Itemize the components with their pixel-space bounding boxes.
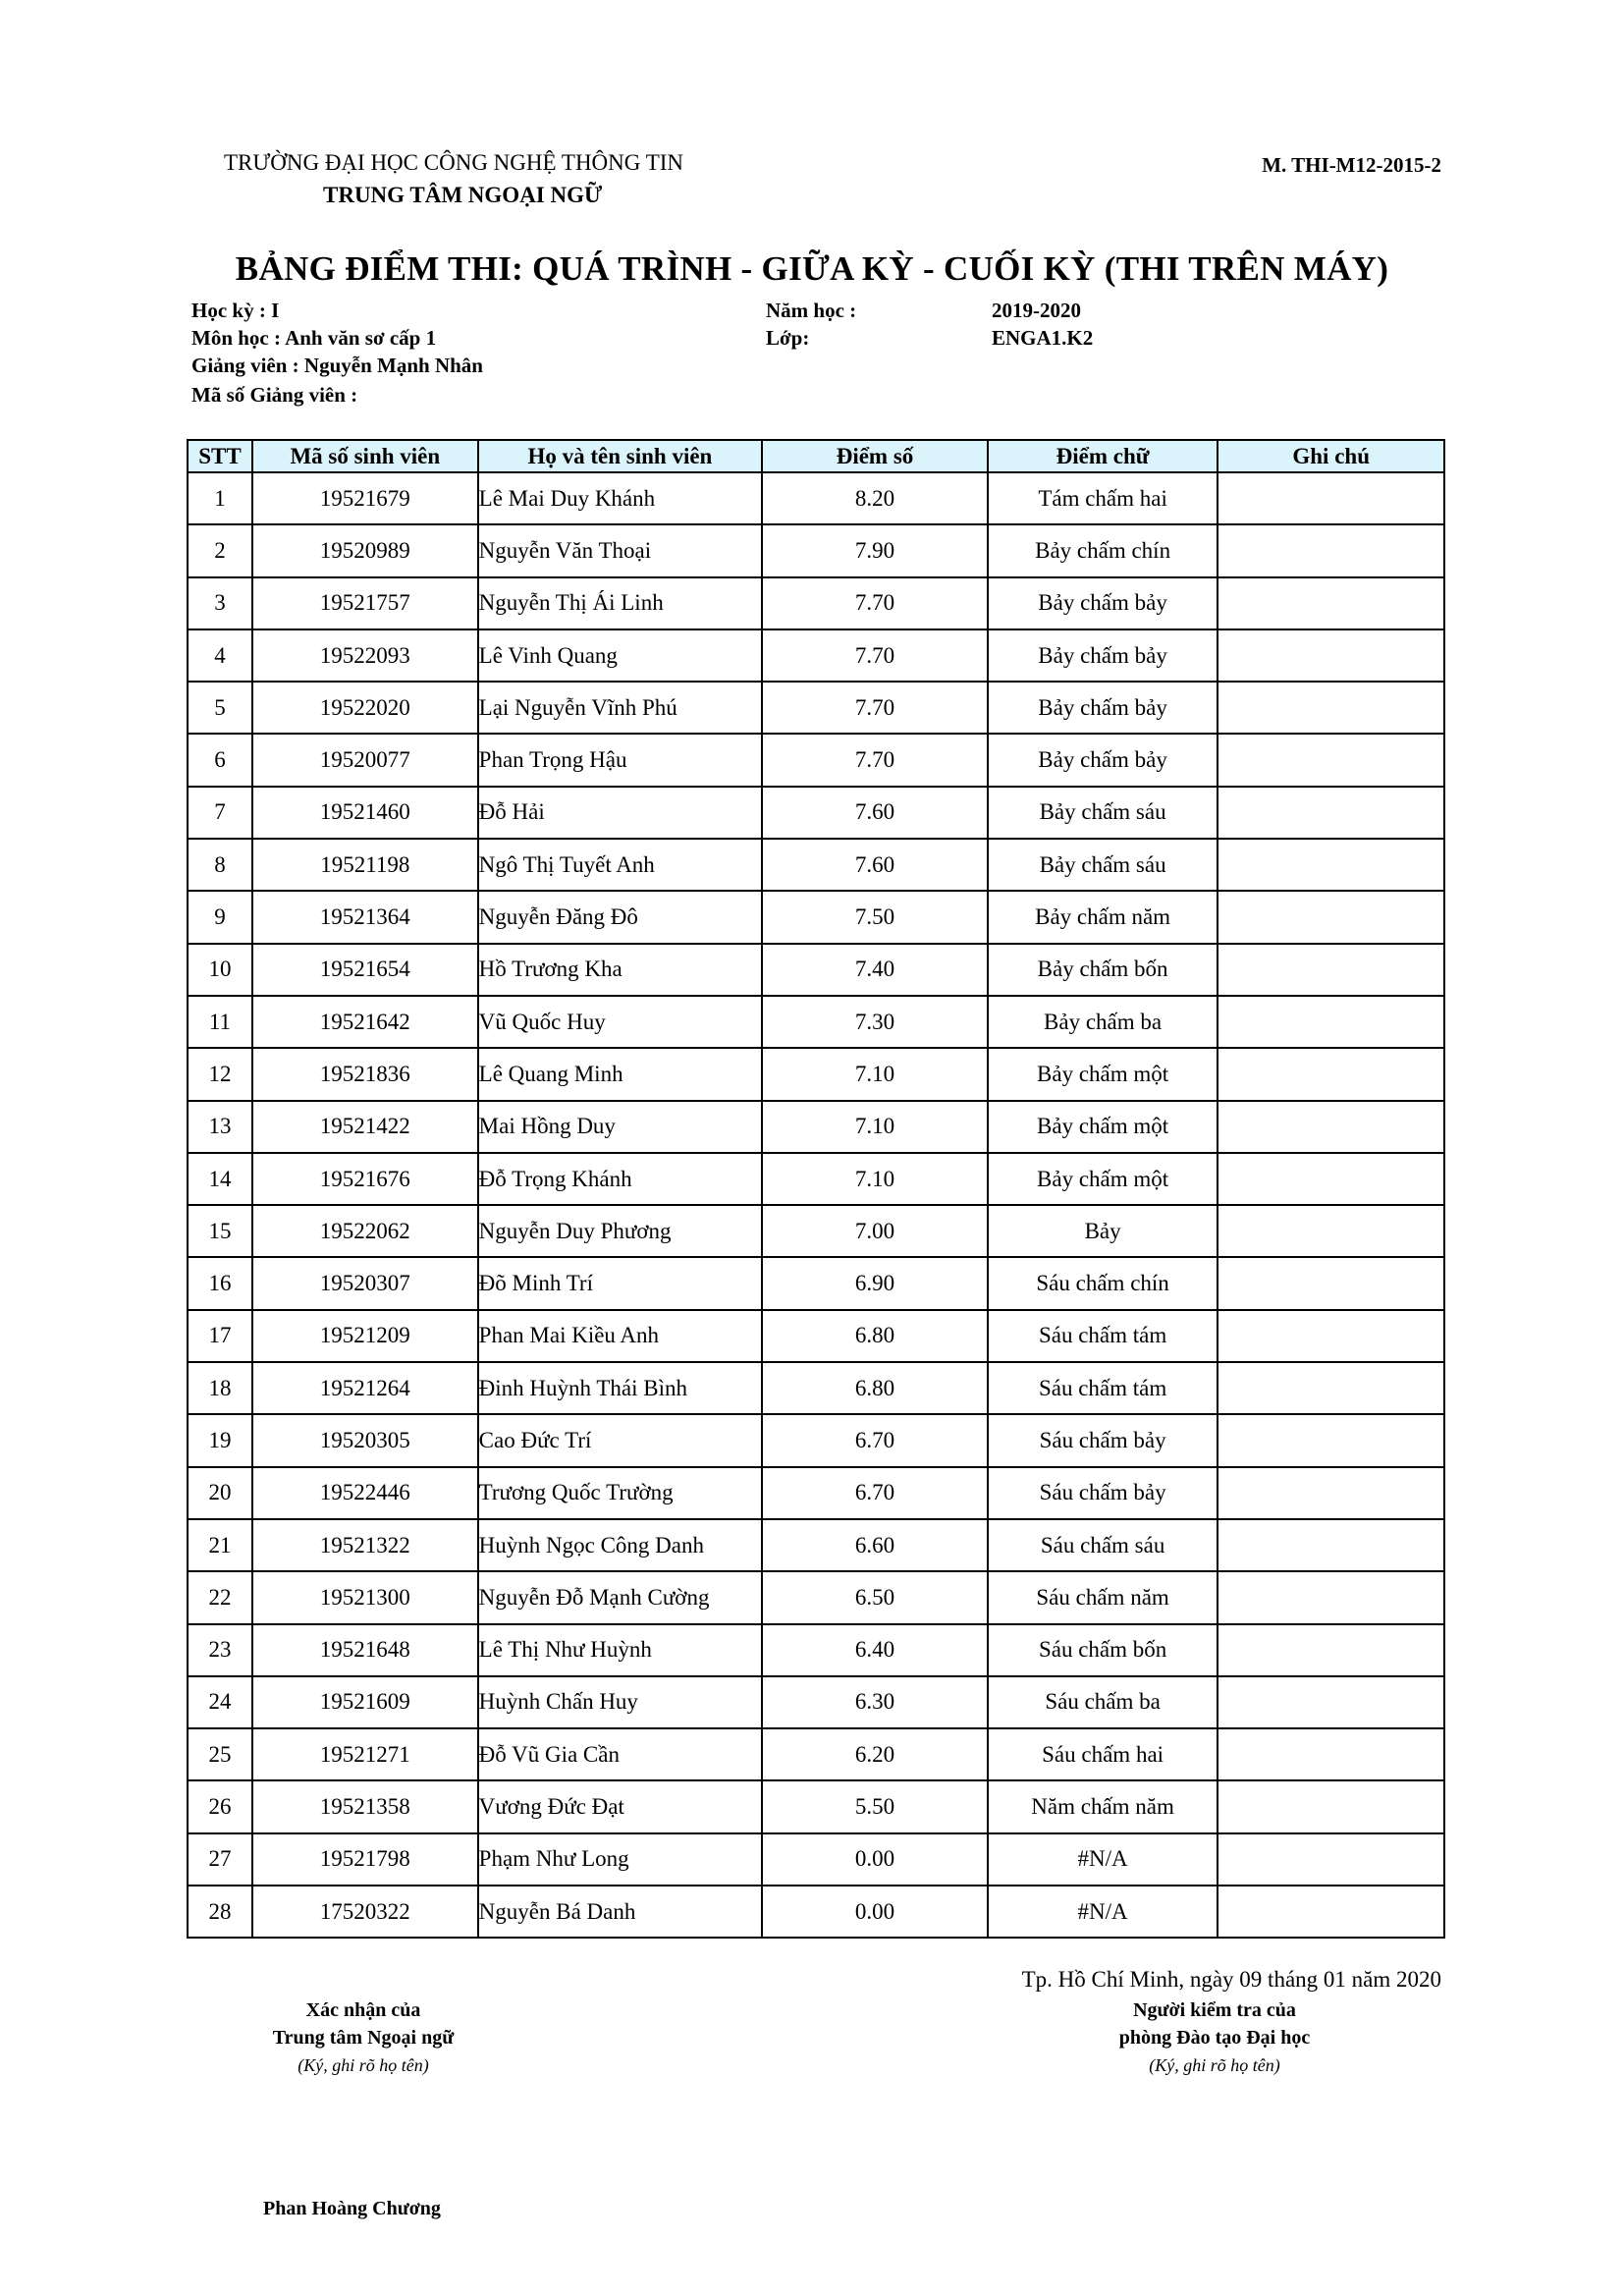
cell-note xyxy=(1218,524,1444,576)
cell-score-words: Năm chấm năm xyxy=(988,1780,1218,1832)
cell-student-name: Lê Mai Duy Khánh xyxy=(478,472,763,524)
cell-score: 6.70 xyxy=(762,1467,988,1519)
cell-stt: 14 xyxy=(188,1153,252,1205)
table-header-row xyxy=(188,440,1444,472)
cell-score: 7.10 xyxy=(762,1101,988,1153)
cell-score: 7.10 xyxy=(762,1153,988,1205)
cell-score-words: Sáu chấm tám xyxy=(988,1362,1218,1414)
cell-student-id: 19521798 xyxy=(252,1833,478,1886)
cell-student-name: Lê Vinh Quang xyxy=(478,629,763,682)
cell-stt: 1 xyxy=(188,472,252,524)
cell-note xyxy=(1218,1833,1444,1886)
cell-score-words: Bảy xyxy=(988,1205,1218,1257)
cell-stt: 5 xyxy=(188,682,252,734)
cell-score: 7.60 xyxy=(762,787,988,839)
table-row xyxy=(188,1153,1444,1205)
cell-score-words: Bảy chấm bảy xyxy=(988,577,1218,629)
cell-student-id: 19522093 xyxy=(252,629,478,682)
table-row xyxy=(188,1571,1444,1623)
cell-score: 6.70 xyxy=(762,1414,988,1466)
table-row xyxy=(188,524,1444,576)
cell-score: 7.90 xyxy=(762,524,988,576)
cell-student-id: 19521642 xyxy=(252,996,478,1048)
cell-stt: 20 xyxy=(188,1467,252,1519)
cell-score-words: Bảy chấm ba xyxy=(988,996,1218,1048)
cell-student-name: Phan Trọng Hậu xyxy=(478,734,763,786)
cell-student-id: 19522062 xyxy=(252,1205,478,1257)
cell-score: 6.80 xyxy=(762,1310,988,1362)
cell-score-words: Sáu chấm bảy xyxy=(988,1467,1218,1519)
header-score: Điểm số xyxy=(762,440,988,472)
cell-stt: 8 xyxy=(188,839,252,891)
cell-note xyxy=(1218,1101,1444,1153)
right-sign-hint: (Ký, ghi rõ họ tên) xyxy=(1149,2055,1280,2075)
document-title: BẢNG ĐIỂM THI: QUÁ TRÌNH - GIỮA KỲ - CUỐI KỲ (THI TRÊN MÁY) xyxy=(235,249,1389,288)
class-value: ENGA1.K2 xyxy=(992,326,1094,350)
cell-student-id: 19520989 xyxy=(252,524,478,576)
table-row xyxy=(188,1205,1444,1257)
cell-score-words: #N/A xyxy=(988,1833,1218,1886)
cell-score: 6.30 xyxy=(762,1676,988,1728)
cell-note xyxy=(1218,629,1444,682)
cell-student-id: 19521364 xyxy=(252,891,478,943)
cell-note xyxy=(1218,1205,1444,1257)
cell-score: 7.60 xyxy=(762,839,988,891)
cell-stt: 22 xyxy=(188,1571,252,1623)
cell-note xyxy=(1218,682,1444,734)
cell-score: 7.70 xyxy=(762,629,988,682)
header-note: Ghi chú xyxy=(1218,440,1444,472)
table-row xyxy=(188,1257,1444,1309)
date-line: Tp. Hồ Chí Minh, ngày 09 tháng 01 năm 2020 xyxy=(1021,1967,1441,1992)
cell-student-name: Vũ Quốc Huy xyxy=(478,996,763,1048)
cell-note xyxy=(1218,1362,1444,1414)
cell-student-name: Nguyễn Thị Ái Linh xyxy=(478,577,763,629)
cell-stt: 6 xyxy=(188,734,252,786)
cell-score: 6.90 xyxy=(762,1257,988,1309)
header-score-words: Điểm chữ xyxy=(988,440,1218,472)
cell-note xyxy=(1218,944,1444,996)
cell-student-name: Huỳnh Ngọc Công Danh xyxy=(478,1519,763,1571)
table-row xyxy=(188,1048,1444,1100)
cell-student-name: Lê Thị Như Huỳnh xyxy=(478,1624,763,1676)
cell-note xyxy=(1218,1780,1444,1832)
cell-score-words: Bảy chấm một xyxy=(988,1101,1218,1153)
cell-student-id: 19522020 xyxy=(252,682,478,734)
cell-student-name: Đỗ Vũ Gia Cần xyxy=(478,1728,763,1780)
cell-score: 7.70 xyxy=(762,682,988,734)
cell-note xyxy=(1218,1414,1444,1466)
cell-stt: 9 xyxy=(188,891,252,943)
cell-student-name: Đỗ Hải xyxy=(478,787,763,839)
table-row xyxy=(188,1728,1444,1780)
cell-stt: 4 xyxy=(188,629,252,682)
cell-student-name: Ngô Thị Tuyết Anh xyxy=(478,839,763,891)
table-row xyxy=(188,682,1444,734)
cell-score-words: Bảy chấm bảy xyxy=(988,734,1218,786)
left-sign-hint: (Ký, ghi rõ họ tên) xyxy=(298,2055,429,2075)
table-row xyxy=(188,1519,1444,1571)
table-row xyxy=(188,996,1444,1048)
cell-student-id: 19521422 xyxy=(252,1101,478,1153)
cell-student-id: 19521300 xyxy=(252,1571,478,1623)
school-name: TRƯỜNG ĐẠI HỌC CÔNG NGHỆ THÔNG TIN xyxy=(224,150,684,175)
cell-score: 0.00 xyxy=(762,1886,988,1938)
cell-student-name: Vương Đức Đạt xyxy=(478,1780,763,1832)
cell-stt: 24 xyxy=(188,1676,252,1728)
cell-score-words: Sáu chấm hai xyxy=(988,1728,1218,1780)
cell-note xyxy=(1218,1676,1444,1728)
table-row xyxy=(188,787,1444,839)
cell-stt: 10 xyxy=(188,944,252,996)
cell-score-words: Bảy chấm chín xyxy=(988,524,1218,576)
cell-note xyxy=(1218,996,1444,1048)
lecturer-id: Mã số Giảng viên : xyxy=(191,383,358,407)
left-sign-line2: Trung tâm Ngoại ngữ xyxy=(272,2027,455,2049)
table-row xyxy=(188,1362,1444,1414)
cell-score-words: Sáu chấm bốn xyxy=(988,1624,1218,1676)
header-student-name: Họ và tên sinh viên xyxy=(478,440,763,472)
cell-score-words: Bảy chấm một xyxy=(988,1153,1218,1205)
cell-student-id: 19521264 xyxy=(252,1362,478,1414)
table-row xyxy=(188,1886,1444,1938)
cell-student-name: Mai Hồng Duy xyxy=(478,1101,763,1153)
cell-note xyxy=(1218,1048,1444,1100)
cell-student-name: Đỗ Trọng Khánh xyxy=(478,1153,763,1205)
cell-score-words: Sáu chấm chín xyxy=(988,1257,1218,1309)
right-sign-line2: phòng Đào tạo Đại học xyxy=(1118,2027,1311,2049)
cell-score-words: Sáu chấm tám xyxy=(988,1310,1218,1362)
cell-student-name: Nguyễn Văn Thoại xyxy=(478,524,763,576)
cell-student-id: 19521654 xyxy=(252,944,478,996)
cell-stt: 25 xyxy=(188,1728,252,1780)
cell-stt: 13 xyxy=(188,1101,252,1153)
cell-student-id: 19521460 xyxy=(252,787,478,839)
table-row xyxy=(188,629,1444,682)
header-student-id: Mã số sinh viên xyxy=(252,440,478,472)
cell-score: 6.60 xyxy=(762,1519,988,1571)
cell-student-id: 19521271 xyxy=(252,1728,478,1780)
cell-student-id: 19521198 xyxy=(252,839,478,891)
cell-score-words: Bảy chấm bảy xyxy=(988,629,1218,682)
cell-student-id: 19521209 xyxy=(252,1310,478,1362)
cell-student-name: Hồ Trương Kha xyxy=(478,944,763,996)
cell-note xyxy=(1218,1624,1444,1676)
cell-score: 7.00 xyxy=(762,1205,988,1257)
cell-student-name: Nguyễn Đỗ Mạnh Cường xyxy=(478,1571,763,1623)
year-label: Năm học : xyxy=(766,299,857,322)
cell-stt: 18 xyxy=(188,1362,252,1414)
cell-score: 0.00 xyxy=(762,1833,988,1886)
cell-score: 6.20 xyxy=(762,1728,988,1780)
cell-stt: 12 xyxy=(188,1048,252,1100)
cell-stt: 2 xyxy=(188,524,252,576)
cell-stt: 3 xyxy=(188,577,252,629)
cell-stt: 27 xyxy=(188,1833,252,1886)
cell-note xyxy=(1218,839,1444,891)
cell-score-words: Sáu chấm bảy xyxy=(988,1414,1218,1466)
cell-score: 8.20 xyxy=(762,472,988,524)
table-row xyxy=(188,1310,1444,1362)
cell-score: 7.30 xyxy=(762,996,988,1048)
cell-student-id: 19521757 xyxy=(252,577,478,629)
cell-note xyxy=(1218,1467,1444,1519)
cell-score-words: Sáu chấm ba xyxy=(988,1676,1218,1728)
left-signer-name: Phan Hoàng Chương xyxy=(263,2198,441,2219)
table-row xyxy=(188,1676,1444,1728)
cell-student-id: 19520077 xyxy=(252,734,478,786)
cell-note xyxy=(1218,1728,1444,1780)
cell-student-name: Nguyễn Bá Danh xyxy=(478,1886,763,1938)
subject: Môn học : Anh văn sơ cấp 1 xyxy=(191,326,437,350)
cell-note xyxy=(1218,1310,1444,1362)
cell-note xyxy=(1218,1886,1444,1938)
table-row xyxy=(188,1101,1444,1153)
cell-score-words: Bảy chấm sáu xyxy=(988,787,1218,839)
table-row xyxy=(188,1467,1444,1519)
cell-score: 7.70 xyxy=(762,734,988,786)
table-row xyxy=(188,1780,1444,1832)
cell-student-name: Lại Nguyễn Vĩnh Phú xyxy=(478,682,763,734)
cell-score-words: Bảy chấm năm xyxy=(988,891,1218,943)
cell-stt: 28 xyxy=(188,1886,252,1938)
cell-student-id: 19521609 xyxy=(252,1676,478,1728)
cell-score-words: Bảy chấm bốn xyxy=(988,944,1218,996)
cell-student-id: 17520322 xyxy=(252,1886,478,1938)
cell-note xyxy=(1218,787,1444,839)
cell-score-words: Bảy chấm sáu xyxy=(988,839,1218,891)
cell-student-id: 19521322 xyxy=(252,1519,478,1571)
semester: Học kỳ : I xyxy=(191,299,280,322)
cell-score-words: #N/A xyxy=(988,1886,1218,1938)
cell-score-words: Tám chấm hai xyxy=(988,472,1218,524)
table-row xyxy=(188,472,1444,524)
cell-student-name: Phan Mai Kiều Anh xyxy=(478,1310,763,1362)
cell-student-name: Trương Quốc Trường xyxy=(478,1467,763,1519)
table-row xyxy=(188,839,1444,891)
cell-student-id: 19520307 xyxy=(252,1257,478,1309)
cell-student-id: 19521358 xyxy=(252,1780,478,1832)
cell-note xyxy=(1218,1571,1444,1623)
cell-student-id: 19521676 xyxy=(252,1153,478,1205)
cell-student-name: Cao Đức Trí xyxy=(478,1414,763,1466)
cell-note xyxy=(1218,891,1444,943)
table-row xyxy=(188,891,1444,943)
year-value: 2019-2020 xyxy=(992,299,1081,322)
lecturer: Giảng viên : Nguyễn Mạnh Nhân xyxy=(191,354,483,377)
table-row xyxy=(188,1833,1444,1886)
table-row xyxy=(188,1414,1444,1466)
table-row xyxy=(188,734,1444,786)
right-sign-line1: Người kiểm tra của xyxy=(1133,1999,1296,2021)
cell-note xyxy=(1218,734,1444,786)
cell-student-name: Nguyễn Duy Phương xyxy=(478,1205,763,1257)
form-code: M. THI-M12-2015-2 xyxy=(1262,153,1441,177)
cell-student-name: Lê Quang Minh xyxy=(478,1048,763,1100)
cell-stt: 11 xyxy=(188,996,252,1048)
cell-score: 7.70 xyxy=(762,577,988,629)
cell-stt: 21 xyxy=(188,1519,252,1571)
cell-score: 7.10 xyxy=(762,1048,988,1100)
cell-score: 6.50 xyxy=(762,1571,988,1623)
cell-student-id: 19521648 xyxy=(252,1624,478,1676)
cell-student-id: 19521836 xyxy=(252,1048,478,1100)
cell-student-name: Nguyễn Đăng Đô xyxy=(478,891,763,943)
cell-stt: 26 xyxy=(188,1780,252,1832)
grades-table xyxy=(187,439,1445,1939)
cell-score-words: Bảy chấm một xyxy=(988,1048,1218,1100)
cell-student-name: Đinh Huỳnh Thái Bình xyxy=(478,1362,763,1414)
cell-score: 5.50 xyxy=(762,1780,988,1832)
table-row xyxy=(188,944,1444,996)
cell-stt: 17 xyxy=(188,1310,252,1362)
table-row xyxy=(188,577,1444,629)
cell-score-words: Sáu chấm sáu xyxy=(988,1519,1218,1571)
cell-student-id: 19522446 xyxy=(252,1467,478,1519)
cell-stt: 16 xyxy=(188,1257,252,1309)
table-row xyxy=(188,1624,1444,1676)
cell-stt: 15 xyxy=(188,1205,252,1257)
left-sign-line1: Xác nhận của xyxy=(305,1999,421,2021)
cell-note xyxy=(1218,577,1444,629)
cell-score: 7.40 xyxy=(762,944,988,996)
cell-stt: 7 xyxy=(188,787,252,839)
cell-note xyxy=(1218,1153,1444,1205)
cell-score: 6.40 xyxy=(762,1624,988,1676)
cell-score: 7.50 xyxy=(762,891,988,943)
cell-student-name: Phạm Như Long xyxy=(478,1833,763,1886)
cell-score-words: Bảy chấm bảy xyxy=(988,682,1218,734)
cell-note xyxy=(1218,1519,1444,1571)
center-name: TRUNG TÂM NGOẠI NGỮ xyxy=(323,183,603,207)
cell-student-name: Đõ Minh Trí xyxy=(478,1257,763,1309)
cell-stt: 19 xyxy=(188,1414,252,1466)
cell-note xyxy=(1218,1257,1444,1309)
cell-stt: 23 xyxy=(188,1624,252,1676)
cell-score-words: Sáu chấm năm xyxy=(988,1571,1218,1623)
cell-student-id: 19520305 xyxy=(252,1414,478,1466)
cell-note xyxy=(1218,472,1444,524)
class-label: Lớp: xyxy=(766,326,810,350)
cell-score: 6.80 xyxy=(762,1362,988,1414)
cell-student-id: 19521679 xyxy=(252,472,478,524)
header-stt: STT xyxy=(188,440,252,472)
cell-student-name: Huỳnh Chấn Huy xyxy=(478,1676,763,1728)
